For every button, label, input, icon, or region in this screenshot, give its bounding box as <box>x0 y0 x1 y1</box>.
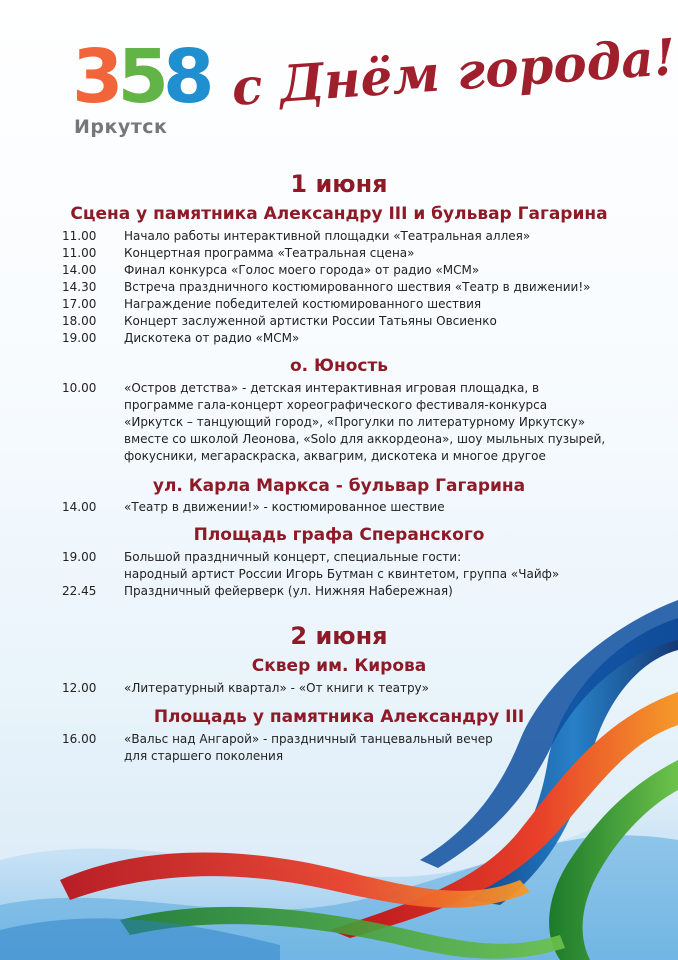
venue-title: ул. Карла Маркса - бульвар Гагарина <box>152 476 526 496</box>
event-time: 10.00 <box>62 381 97 395</box>
event-text <box>124 549 634 583</box>
event-text-line: программе гала-концерт хореографического фестиваля-конкурса <box>124 398 548 412</box>
event-text-line: вместе со школой Леонова, «Solo для аккордеона», шоу мыльных пузырей, <box>124 432 606 446</box>
logo-digit-2: 5 <box>117 34 163 120</box>
event-text <box>124 380 634 465</box>
event-time: 19.00 <box>62 331 97 345</box>
event-time: 17.00 <box>62 297 97 311</box>
event-time: 16.00 <box>62 732 97 746</box>
event-time: 18.00 <box>62 314 97 328</box>
event-time: 11.00 <box>62 246 97 260</box>
event-text-line: для старшего поколения <box>124 749 284 763</box>
event-text-line: «Остров детства» - детская интерактивная игровая площадка, в <box>124 381 540 395</box>
venue-title: Сквер им. Кирова <box>251 656 427 676</box>
city-logo <box>72 34 209 150</box>
event-text-line: Большой праздничный концерт, специальные гости: <box>124 550 462 564</box>
day-title-1: 1 июня <box>290 170 388 198</box>
logo-digit-1: 3 <box>72 34 118 120</box>
event-time: 14.30 <box>62 280 97 294</box>
event-time: 14.00 <box>62 500 97 514</box>
day-title-2: 2 июня <box>290 622 388 650</box>
venue-title: Сцена у памятника Александру III и бульвар Гагарина <box>70 204 608 224</box>
venue-title: Площадь графа Сперанского <box>193 525 485 545</box>
event-time: 14.00 <box>62 263 97 277</box>
event-time: 19.00 <box>62 550 97 564</box>
logo-digit-3: 8 <box>163 34 209 120</box>
greeting-heading: с Днём города! <box>229 27 678 117</box>
event-text: Концерт заслуженной артистки России Татьяны Овсиенко <box>124 314 497 328</box>
event-text: Праздничный фейерверк (ул. Нижняя Набережная) <box>124 584 453 598</box>
event-text: Начало работы интерактивной площадки «Театральная аллея» <box>124 229 531 243</box>
event-text: Концертная программа «Театральная сцена» <box>124 246 415 260</box>
event-text: Дискотека от радио «МСМ» <box>124 331 300 345</box>
event-text-line: народный артист России Игорь Бутман с квинтетом, группа «Чайф» <box>124 567 560 581</box>
anniversary-number <box>72 34 209 120</box>
event-text: Финал конкурса «Голос моего города» от радио «МСМ» <box>124 263 480 277</box>
event-text-line: «Иркутск – танцующий город», «Прогулки по литературному Иркутску» <box>124 415 586 429</box>
logo-city-name: Иркутск <box>74 116 168 138</box>
event-text: «Литературный квартал» - «От книги к театру» <box>124 681 429 695</box>
event-text: Встреча праздничного костюмированного шествия «Театр в движении!» <box>124 280 591 294</box>
event-text: «Театр в движении!» - костюмированное шествие <box>124 500 445 514</box>
venue-title: Площадь у памятника Александру III <box>153 707 525 727</box>
event-time: 22.45 <box>62 584 97 598</box>
event-time: 12.00 <box>62 681 97 695</box>
venue-title: о. Юность <box>289 356 389 376</box>
event-text-line: «Вальс над Ангарой» - праздничный танцевальный вечер <box>124 732 493 746</box>
event-text: Награждение победителей костюмированного шествия <box>124 297 482 311</box>
event-time: 11.00 <box>62 229 97 243</box>
event-text-line: фокусники, мегараскраска, аквагрим, дискотека и многое другое <box>124 449 546 463</box>
event-text <box>124 731 634 765</box>
